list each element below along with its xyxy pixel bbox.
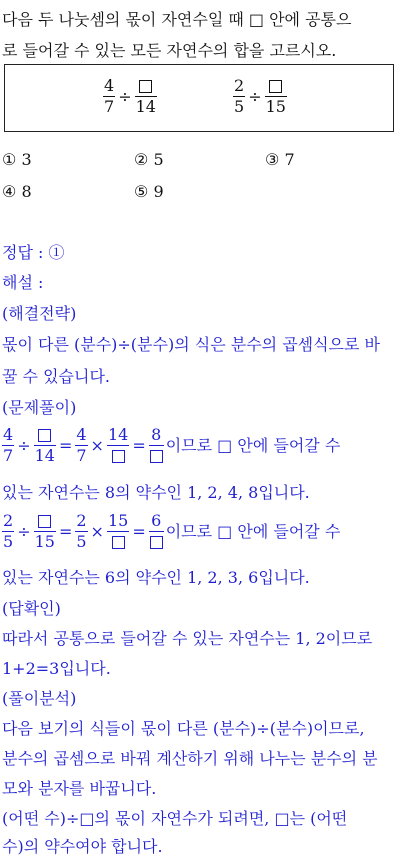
explain-label: 해설 : [2, 273, 44, 292]
question-line-2: 로 들어갈 수 있는 모든 자연수의 합을 고르시오. [2, 41, 337, 60]
blank-box-icon [269, 80, 282, 93]
equation-1-conclusion: 있는 자연수는 8의 약수인 1, 2, 4, 8입니다. [2, 483, 310, 502]
analysis-line-3: 모와 분자를 바꿉니다. [2, 779, 157, 798]
strategy-label: (해결전략) [2, 304, 77, 323]
answer-line: 정답 : ① [2, 243, 65, 262]
solve-label: (문제풀이) [2, 398, 77, 417]
fraction-box-14: 14 [135, 77, 157, 116]
divide-sign: ÷ [248, 87, 262, 106]
analysis-line-2: 분수의 곱셈으로 바꿔 계산하기 위해 나누는 분수의 분 [2, 749, 378, 768]
blank-box-icon [139, 80, 152, 93]
blank-box-icon [150, 536, 163, 549]
question-line-1: 다음 두 나눗셈의 몫이 자연수일 때 □ 안에 공통으 [2, 10, 352, 29]
fraction-2-5: $\frac{2}{5}$ [234, 76, 245, 116]
check-label: (답확인) [2, 599, 61, 618]
division-expression-2 [233, 77, 287, 116]
fraction-4-7: $\frac{4}{7}$ [104, 76, 115, 116]
blank-box-icon [38, 515, 51, 528]
division-expression-1 [103, 77, 157, 116]
strategy-line-1: 몫이 다른 (분수)÷(분수)의 식은 분수의 곱셈식으로 바 [2, 335, 381, 354]
analysis-line-1: 다음 보기의 식들이 몫이 다른 (분수)÷(분수)이므로, [2, 719, 365, 738]
analysis-line-5: 수)의 약수여야 합니다. [2, 837, 163, 856]
choice-4[interactable]: ④ 8 [2, 182, 32, 201]
expression-box [4, 64, 394, 132]
equation-2-tail: 이므로 □ 안에 들어갈 수 [165, 521, 341, 541]
fraction-box-15: 15 [265, 77, 287, 116]
equation-2-conclusion: 있는 자연수는 6의 약수인 1, 2, 3, 6입니다. [2, 568, 310, 587]
blank-box-icon [150, 450, 163, 463]
check-line-1: 따라서 공통으로 들어갈 수 있는 자연수는 1, 2이므로 [2, 629, 373, 648]
check-line-2: 1+2=3입니다. [2, 659, 111, 678]
analysis-line-4: (어떤 수)÷□의 몫이 자연수가 되려면, □는 (어떤 [2, 809, 348, 828]
question-text [2, 4, 398, 66]
choice-1[interactable]: ① 3 [2, 150, 32, 169]
choice-3[interactable]: ③ 7 [265, 150, 295, 169]
divide-sign: ÷ [118, 87, 132, 106]
equation-1: $\frac{4}{7}$ ÷ 14 = $\frac{4}{7}$ × 14 = 8 이므로 □ 안에 들어갈 수 [3, 425, 341, 465]
blank-box-icon [112, 450, 125, 463]
choice-2[interactable]: ② 5 [134, 150, 164, 169]
strategy-line-2: 꿀 수 있습니다. [2, 367, 110, 386]
blank-box-icon [112, 536, 125, 549]
analysis-label: (풀이분석) [2, 689, 77, 708]
choice-5[interactable]: ⑤ 9 [134, 182, 164, 201]
blank-box-icon [38, 429, 51, 442]
equation-2: $\frac{2}{5}$ ÷ 15 = $\frac{2}{5}$ × 15 = 6 이므로 □ 안에 들어갈 수 [3, 511, 341, 551]
equation-1-tail: 이므로 □ 안에 들어갈 수 [165, 435, 341, 455]
